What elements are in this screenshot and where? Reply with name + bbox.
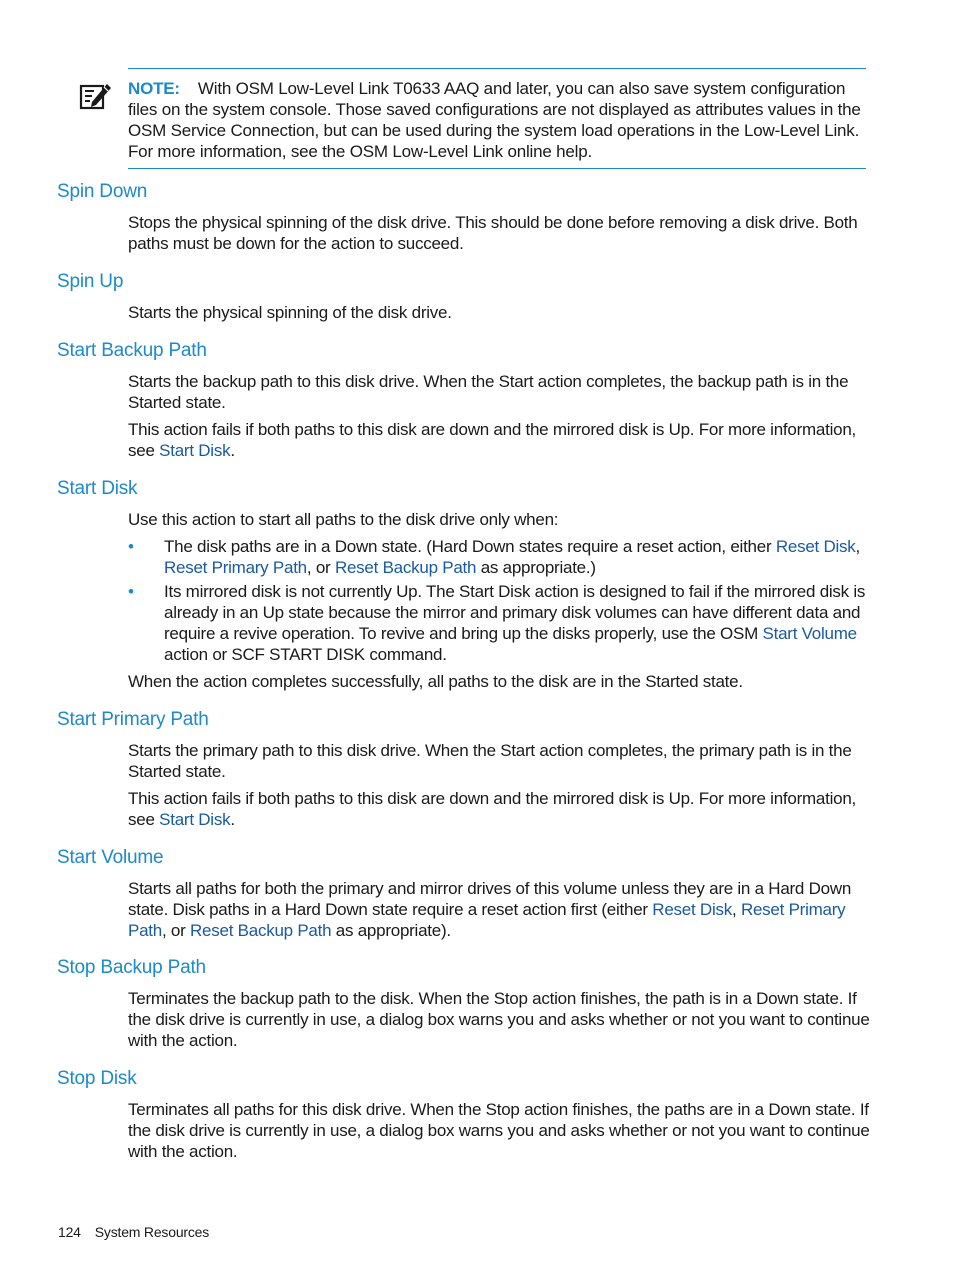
heading-start-backup-path: Start Backup Path <box>57 340 207 361</box>
start-disk-outro: When the action completes successfully, all paths to the disk are in the Started state. <box>128 672 743 691</box>
heading-start-volume: Start Volume <box>57 847 164 868</box>
heading-start-primary-path: Start Primary Path <box>57 709 209 730</box>
start-primary-path-text2-post: . <box>230 810 235 829</box>
link-reset-disk[interactable]: Reset Disk <box>775 537 856 556</box>
link-start-volume[interactable]: Start Volume <box>762 624 857 643</box>
start-primary-path-text2-pre: This action fails if both paths to this disk are down and the mirrored disk is Up. For more information, see <box>128 789 856 829</box>
start-backup-path-text1: Starts the backup path to this disk drive. When the Start action completes, the backup path is in the Started state. <box>128 372 849 412</box>
bullet-text <box>164 536 870 578</box>
link-reset-backup-path[interactable]: Reset Backup Path <box>334 558 477 577</box>
heading-spin-down: Spin Down <box>57 181 148 202</box>
bullet-text-post: as appropriate.) <box>476 558 596 577</box>
spin-up-text: Starts the physical spinning of the disk drive. <box>128 303 452 322</box>
note-label: NOTE: <box>128 79 180 98</box>
bullet-glyph: • <box>128 537 134 556</box>
spin-down-text: Stops the physical spinning of the disk drive. This should be done before removing a disk drive. Both paths must be down for the action to succeed. <box>128 213 858 253</box>
start-volume-text-post: as appropriate). <box>331 921 451 940</box>
heading-spin-up: Spin Up <box>57 271 124 292</box>
stop-disk-text: Terminates all paths for this disk drive. When the Stop action finishes, the paths are in a Down state. If the disk drive is currently in use, a dialog box warns you and asks whether or not you want to continue with the action. <box>128 1100 870 1161</box>
start-volume-sep: , or <box>161 921 191 940</box>
link-reset-backup-path[interactable]: Reset Backup Path <box>190 921 332 940</box>
list-item <box>128 581 870 665</box>
start-backup-path-text2-post: . <box>230 441 235 460</box>
start-volume-text-pre: Starts all paths for both the primary and mirror drives of this volume unless they are in a Hard Down state. Disk paths in a Hard Down state require a reset action first (either <box>128 879 852 919</box>
note-box <box>128 68 866 169</box>
bullet-sep: , <box>855 537 861 556</box>
bullet-text <box>164 581 870 665</box>
bullet-text-post: action or SCF START DISK command. <box>164 645 447 664</box>
bullet-sep: , or <box>306 558 335 577</box>
start-primary-path-text2 <box>128 788 870 830</box>
heading-start-disk: Start Disk <box>57 478 138 499</box>
heading-stop-disk: Stop Disk <box>57 1068 137 1089</box>
page-number: 124 <box>58 1224 81 1240</box>
start-volume-sep: , <box>731 900 741 919</box>
link-start-disk[interactable]: Start Disk <box>159 810 231 829</box>
start-backup-path-text2-pre: This action fails if both paths to this disk are down and the mirrored disk is Up. For more information, see <box>128 420 856 460</box>
bullet-text-pre: Its mirrored disk is not currently Up. The Start Disk action is designed to fail if the mirrored disk is already in an Up state because the mirror and primary disk volumes can have different data and require a revive operation. To revive and bring up the disks properly, use the OSM <box>164 582 866 643</box>
link-reset-primary-path[interactable]: Reset Primary Path <box>128 900 846 940</box>
link-reset-primary-path[interactable]: Reset Primary Path <box>164 558 307 577</box>
start-primary-path-text1: Starts the primary path to this disk drive. When the Start action completes, the primary path is in the Started state. <box>128 741 852 781</box>
note-pencil-icon <box>78 80 112 112</box>
page-footer <box>58 1223 209 1241</box>
start-volume-text <box>128 878 870 941</box>
start-disk-intro: Use this action to start all paths to the disk drive only when: <box>128 510 559 529</box>
link-start-disk[interactable]: Start Disk <box>159 441 231 460</box>
heading-stop-backup-path: Stop Backup Path <box>57 957 206 978</box>
footer-section: System Resources <box>94 1224 210 1240</box>
bullet-glyph: • <box>128 582 134 601</box>
link-reset-disk[interactable]: Reset Disk <box>652 900 732 919</box>
list-item <box>128 536 870 578</box>
start-backup-path-text2 <box>128 419 870 461</box>
note-text: With OSM Low-Level Link T0633 AAQ and later, you can also save system configuration files on the system console. Those saved configurations are not displayed as attributes values in the OSM Service Connection, but can be used during the system load operations in the Low-Level Link. For more information, see the OSM Low-Level Link online help. <box>128 79 861 161</box>
bullet-text-pre: The disk paths are in a Down state. (Hard Down states require a reset action, either <box>164 537 776 556</box>
stop-backup-path-text: Terminates the backup path to the disk. When the Stop action finishes, the path is in a Down state. If the disk drive is currently in use, a dialog box warns you and asks whether or not you want to continue with the action. <box>128 989 870 1050</box>
